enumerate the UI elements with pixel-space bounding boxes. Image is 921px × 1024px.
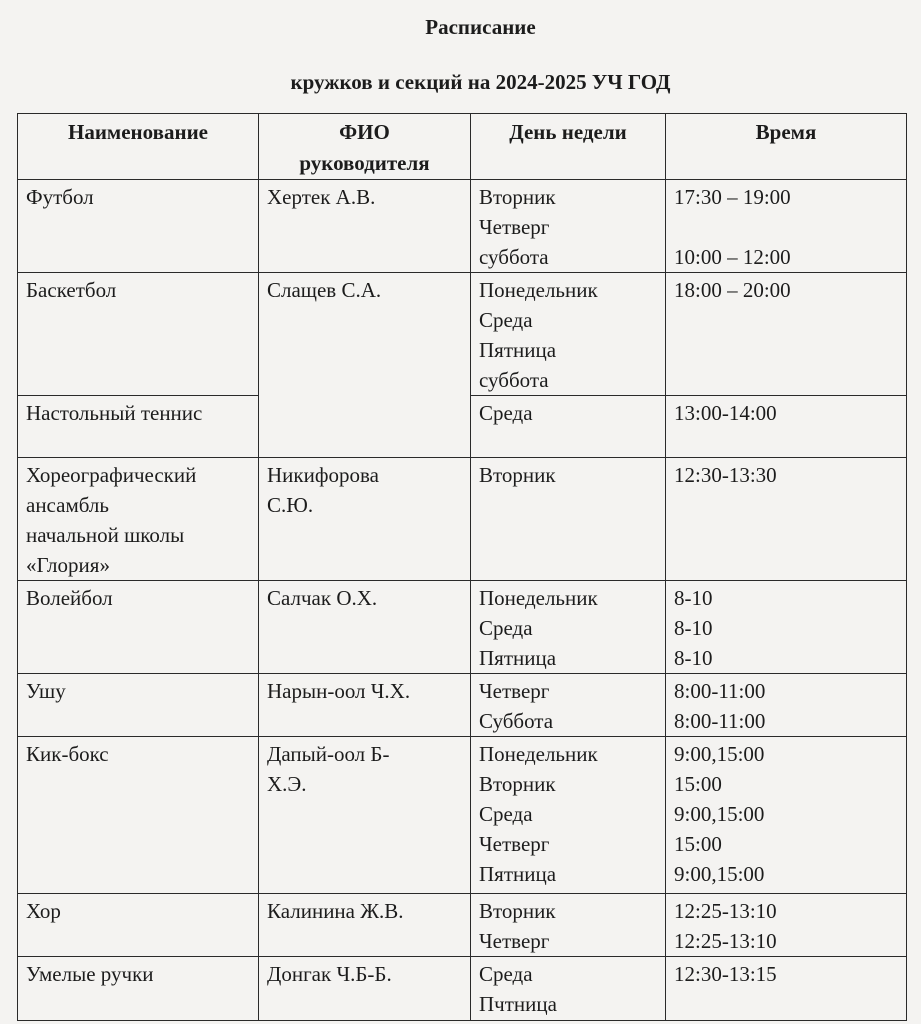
cell-name-line: ансамбль <box>26 493 109 517</box>
cell-name <box>18 674 259 737</box>
cell-time <box>666 894 907 957</box>
cell-day-line: Пятница <box>479 862 557 886</box>
cell-day-line: Понедельник <box>479 742 598 766</box>
cell-time <box>666 737 907 894</box>
cell-day <box>471 581 666 674</box>
cell-day-line: Вторник <box>479 463 556 487</box>
cell-name-line: Кик-бокс <box>26 742 109 766</box>
header-name: Наименование <box>18 114 259 180</box>
cell-leader-line: Х.Э. <box>267 772 307 796</box>
cell-time-line: 17:30 – 19:00 <box>674 185 791 209</box>
cell-name-line: «Глория» <box>26 553 110 577</box>
cell-day-line: Понедельник <box>479 278 598 302</box>
cell-time-line: 18:00 – 20:00 <box>674 278 791 302</box>
cell-leader <box>259 674 471 737</box>
header-leader <box>259 114 471 180</box>
cell-day <box>471 894 666 957</box>
cell-day <box>471 737 666 894</box>
cell-name-line: Настольный теннис <box>26 401 203 425</box>
cell-day-line: Среда <box>479 616 533 640</box>
document-title: Расписание <box>425 15 536 39</box>
cell-leader <box>259 273 471 458</box>
cell-time-line: 8-10 <box>674 616 713 640</box>
cell-time-line: 8-10 <box>674 646 713 670</box>
cell-leader-line: Нарын-оол Ч.Х. <box>267 679 411 703</box>
cell-day-line: Пятница <box>479 338 557 362</box>
table-row <box>18 458 907 581</box>
cell-day-line: Пчтница <box>479 992 557 1016</box>
cell-day <box>471 396 666 458</box>
cell-time <box>666 957 907 1021</box>
cell-day-line: Четверг <box>479 679 550 703</box>
cell-time-line: 8:00-11:00 <box>674 709 766 733</box>
cell-leader <box>259 894 471 957</box>
cell-name-line: начальной школы <box>26 523 185 547</box>
cell-leader-line: Калинина Ж.В. <box>267 899 404 923</box>
cell-name-line: Умелые ручки <box>26 962 154 986</box>
cell-time <box>666 180 907 273</box>
cell-name <box>18 273 259 396</box>
cell-day-line: Четверг <box>479 929 550 953</box>
cell-name-line: Баскетбол <box>26 278 117 302</box>
cell-day <box>471 458 666 581</box>
cell-name <box>18 894 259 957</box>
cell-time-line: 8:00-11:00 <box>674 679 766 703</box>
cell-leader <box>259 737 471 894</box>
cell-time-line: 12:25-13:10 <box>674 929 777 953</box>
cell-leader <box>259 581 471 674</box>
header-leader-line2: руководителя <box>299 151 430 175</box>
cell-leader <box>259 458 471 581</box>
header-leader-line1: ФИО <box>339 120 390 144</box>
cell-day-line: Вторник <box>479 185 556 209</box>
cell-time-line: 12:30-13:15 <box>674 962 777 986</box>
cell-leader-line: Салчак О.Х. <box>267 586 378 610</box>
cell-day-line: Вторник <box>479 899 556 923</box>
cell-name <box>18 957 259 1021</box>
cell-leader-line: Донгак Ч.Б-Б. <box>267 962 392 986</box>
cell-time-line: 12:30-13:30 <box>674 463 777 487</box>
table-row <box>18 273 907 396</box>
cell-name <box>18 737 259 894</box>
cell-name-line: Хор <box>26 899 61 923</box>
cell-time-line: 13:00-14:00 <box>674 401 777 425</box>
cell-time-line: 12:25-13:10 <box>674 899 777 923</box>
table-header-row <box>18 114 907 180</box>
cell-time-line: 15:00 <box>674 772 722 796</box>
cell-time <box>666 396 907 458</box>
cell-leader-line: Слащев С.А. <box>267 278 382 302</box>
cell-day-line: Суббота <box>479 709 554 733</box>
cell-name-line: Волейбол <box>26 586 113 610</box>
header-day: День недели <box>471 114 666 180</box>
cell-leader-line: Никифорова <box>267 463 379 487</box>
cell-time <box>666 581 907 674</box>
cell-leader-line: Дапый-оол Б- <box>267 742 390 766</box>
cell-day <box>471 180 666 273</box>
cell-day-line: Пятница <box>479 646 557 670</box>
cell-leader-line: С.Ю. <box>267 493 314 517</box>
cell-day-line: Среда <box>479 802 533 826</box>
cell-day-line: Понедельник <box>479 586 598 610</box>
cell-day-line: Среда <box>479 308 533 332</box>
cell-time <box>666 674 907 737</box>
cell-time-line: 10:00 – 12:00 <box>674 245 791 269</box>
cell-time-line: 9:00,15:00 <box>674 862 765 886</box>
cell-time-line: 15:00 <box>674 832 722 856</box>
cell-day-line: Четверг <box>479 215 550 239</box>
header-time: Время <box>666 114 907 180</box>
schedule-table <box>17 113 907 1021</box>
cell-time <box>666 458 907 581</box>
cell-day-line: суббота <box>479 368 549 392</box>
cell-day <box>471 674 666 737</box>
cell-name <box>18 180 259 273</box>
table-row <box>18 581 907 674</box>
cell-day-line: Вторник <box>479 772 556 796</box>
cell-time-line: 9:00,15:00 <box>674 742 765 766</box>
cell-name <box>18 458 259 581</box>
cell-name-line: Хореографический <box>26 463 197 487</box>
table-row <box>18 957 907 1021</box>
cell-day <box>471 273 666 396</box>
cell-name-line: Ушу <box>26 679 66 703</box>
cell-leader <box>259 180 471 273</box>
cell-day-line: Четверг <box>479 832 550 856</box>
cell-name-line: Футбол <box>26 185 94 209</box>
document-subtitle: кружков и секций на 2024-2025 УЧ ГОД <box>290 70 671 94</box>
cell-time-line: 9:00,15:00 <box>674 802 765 826</box>
table-row <box>18 180 907 273</box>
cell-name <box>18 396 259 458</box>
cell-time <box>666 273 907 396</box>
cell-day-line: Среда <box>479 401 533 425</box>
cell-day <box>471 957 666 1021</box>
cell-name <box>18 581 259 674</box>
table-row <box>18 894 907 957</box>
table-row <box>18 674 907 737</box>
table-row <box>18 737 907 894</box>
cell-leader-line: Хертек А.В. <box>267 185 376 209</box>
cell-leader <box>259 957 471 1021</box>
cell-day-line: суббота <box>479 245 549 269</box>
cell-time-line: 8-10 <box>674 586 713 610</box>
cell-time-line <box>674 212 898 242</box>
cell-day-line: Среда <box>479 962 533 986</box>
